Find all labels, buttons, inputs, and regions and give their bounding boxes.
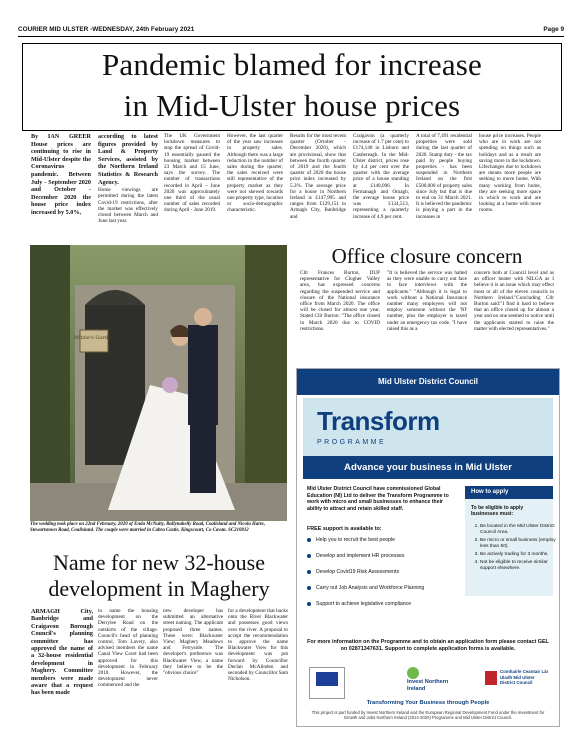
main-story-col-8: house price increases. People who are in work are not spending on things such as holidays and as a result are saving more in the lockdown. Lifechanges due to lockdown are means more people are seeking to move home. With many working from home, they are seeking more space in which to work and are looking at a home with more rooms. [479, 133, 541, 214]
ad-footer: This project is part funded by Invest Northern Ireland and the European Regional Development Fund under the Investment for Growth and Jobs Northern Ireland (2014-2020) Programme and Mid Ulster District Council. [311, 710, 545, 721]
main-story-col-3: The UK Government lockdown measures to stop the spread of Covid-19 essentially paused the housing market between 23 March and 15 June, says the survey. The number of transactions recorded in April – June 2020 was approximately one third of the usual number of sales recorded during April - June 2019. [164, 133, 220, 214]
photo-caption: The wedding took place on 22nd February, 2020 of Enda McNulty, Ballynakelly Road, Coalisland and Nicola Harte, Stewartstown Road, Coalisland. The couple were married in Cabra Castle, Kingscourt, Co Cavan. SC210812 [30, 522, 265, 533]
how-to-apply-heading: How to apply [465, 486, 553, 499]
ad-more-info: For more information on the Programme and to obtain an application form please contact GEL on 02871347631. Support to complete application forms is available. [307, 639, 549, 652]
eu-flag-icon [316, 672, 338, 686]
main-headline [22, 43, 562, 131]
list-item [307, 536, 457, 552]
maghery-col-4: for a development that backs onto the River Blackwater and possesses good views over the river. A proposal to accept the recommendation to approve the name Blackwater View for this development was put forward by Councillor Declan McAlinden and seconded by Councillor Sam Nicholson. [228, 608, 288, 683]
header-rule [18, 36, 564, 37]
garden-sign-text: Mitzie's Garden [73, 335, 115, 341]
invest-ni-logo [407, 667, 467, 697]
ad-hero [303, 398, 553, 479]
list-item: 4. Not be eligible to receive similar support elsewhere. [480, 560, 560, 572]
list-item [307, 552, 457, 568]
bullet-icon [307, 570, 311, 574]
mid-ulster-council-logo [485, 669, 549, 697]
paper-date: COURIER MID ULSTER -WEDNESDAY, 24th February 2021 [18, 26, 195, 33]
ad-tagline: Transforming Your Business through People [366, 700, 490, 706]
main-story-intro: By IAN GREER House prices are continuing to rise in Mid-Ulster despite the Coronavirus pandemic. Between July - September 2020 and October - December 2020 the house price index increased by 5.0%, [31, 133, 91, 216]
list-item [307, 584, 457, 600]
ad-subtitle: PROGRAMME [317, 439, 387, 446]
office-closure-headline: Office closure concern [331, 244, 523, 268]
council-crest-icon [485, 671, 497, 685]
list-item-text: Carry out Job Analysis and Workforce Planning [316, 585, 425, 591]
list-item-text: Develop and implement HR processes [316, 553, 405, 559]
eu-logo [309, 667, 345, 699]
list-item-text: Help you to recruit the best people [316, 537, 396, 543]
ad-intro: Mid Ulster District Council have commissioned Global Education (NI) Ltd to deliver the Transform Programme to work with micro and small businesses to enhance their ability to attract and retain skilled staff. [307, 486, 449, 512]
eligibility-intro: To be eligible to apply businesses must: [471, 505, 524, 518]
list-item [307, 568, 457, 584]
invest-ni-icon [407, 667, 419, 679]
main-story-col-5: Results for the most recent quarter (October - December 2020), which are provisional, show that between the fourth quarter of 2019 and the fourth quarter of 2020 the house price index increased by 5.3%. The average price for a house in Northern Ireland is £147,995 and ranges from £129,151 in Armagh City, Banbridge and [290, 133, 346, 220]
wedding-photo-illustration [30, 245, 287, 521]
ad-title: Transform [317, 406, 440, 436]
transform-programme-ad [296, 368, 560, 727]
office-col-2: "It is believed the service was halted as they were unable to carry out face to face interviews with the applicants." "Although it is legal to work without a National Insurance number many employers will not employ someone without the 'NI' number, plus the employer is taxed under an emergency tax code. "I have raised this as a [387, 270, 467, 332]
how-to-apply-box [465, 486, 556, 596]
bullet-icon [307, 602, 311, 606]
bullet-icon [307, 586, 311, 590]
wedding-photo [30, 245, 287, 521]
main-story-col-2-lead: according to latest figures provided by Land & Property Services, assisted by the Northern Ireland Statistics & Research Agency. [98, 133, 158, 186]
list-item-text: Develop Covid19 Risk Assessments [316, 569, 400, 575]
maghery-col-3: new developer has submitted an alternative street naming. The applicant proposed three names. These were: Blackwater View; Maghery Meadows and Ferryside. The developer's preference was Blackwater View, a name they believe to be the "obvious choice" [163, 608, 223, 677]
invest-ni-text: Invest Northern Ireland [407, 679, 449, 692]
page-number: Page 9 [543, 26, 564, 33]
ad-logos [307, 665, 549, 699]
page-header [18, 26, 564, 36]
council-logo-text: Comhairle Ceantair Lár Uladh Mid Ulster District Council [500, 669, 549, 686]
ad-advance-banner: Advance your business in Mid Ulster [303, 456, 553, 479]
main-story-col-7: A total of 7,491 residential properties were sold during the last quarter of 2020. Stamp duty - the tax paid by people buying properties - has been suspended in Northern Ireland on the first £500,000 of property sales since July but that is due to end on 31 March 2021. It is believed the pandemic is playing a part in the increases in [416, 133, 472, 220]
maghery-col-2: to name the housing development on the Derrylee Road on the outskirts of the village. Council's head of planning control, Tom Lavery, also advised members the name Canal View Court had been approved for this development in February 2010. However, the development never commenced and the [98, 608, 158, 689]
main-story-col-2 [98, 133, 158, 243]
list-item: 1. Be located in the Mid Ulster District Council Area. [480, 524, 560, 536]
office-col-1: Cllr Frances Burton, DUP representative for Clogher Valley area, has expressed concerns regarding the suspended service and closure of the National insurance office from March 2020. The office will be closed for almost one year. Stated Cllr Burton: "The office closed in March 2020 due to COVID restrictions. [300, 270, 380, 332]
main-story-col-4: However, the last quarter of the year saw increases in property sales. Although there was a large reduction in the number of sales during the quarter, the sales received were still representative of the property market as they were not skewed towards one property type, location or socio-demographic characteristic. [227, 133, 283, 214]
bullet-icon [307, 554, 311, 558]
office-col-3: concern both at Council level and as an officer heater with NILGA as I believe it is an issue which may effect most or all of the eleven councils in Northern Ireland."Concluding Cllr Burton said:"I find it hard to believe that an office closed up for almost a year and no one seemed to notice until the applicants started to raise the matter with elected representatives." [474, 270, 554, 332]
ad-free-support: FREE support is available to: [307, 526, 382, 532]
main-story-col-6: Craigavon (a quarterly increase of 1.7 per cent) to £174,148 in Lisburn and Castlereagh. In the Mid-Ulster district, prices rose by 4.4 per cent over the quarter with the average price of a house standing at £148,096. In Fermanagh and Omagh, the average house price was £134,513, representing a quarterly increase of 4.9 per cent. [353, 133, 409, 220]
eligibility-list [471, 524, 560, 574]
ad-support-list [307, 536, 457, 616]
list-item-text: Support to achieve legislative compliance [316, 601, 412, 607]
list-item: 2. Be micro or small business (employ less than 50). [480, 538, 560, 550]
headline-line-1: Pandemic blamed for increase [101, 47, 483, 82]
maghery-intro: ARMAGH City, Banbridge and Craigavon Borough Council's planning committee has approved the name of a 32-house residential development in Maghery. Committee members were made aware that a request has been made [31, 608, 93, 697]
maghery-headline: Name for new 32-house development in Maghery [48, 550, 270, 601]
list-item: 3. Be actively trading for 3 months. [480, 552, 560, 558]
list-item [307, 600, 457, 616]
bullet-icon [307, 538, 311, 542]
headline-line-2: in Mid-Ulster house prices [123, 88, 461, 123]
ad-council-banner: Mid Ulster District Council [297, 369, 559, 395]
main-story-col-2-text: Home viewings are permitted during the latest Covid-19 restrictions, after the market was effectively closed between March and June last year. [98, 187, 158, 225]
